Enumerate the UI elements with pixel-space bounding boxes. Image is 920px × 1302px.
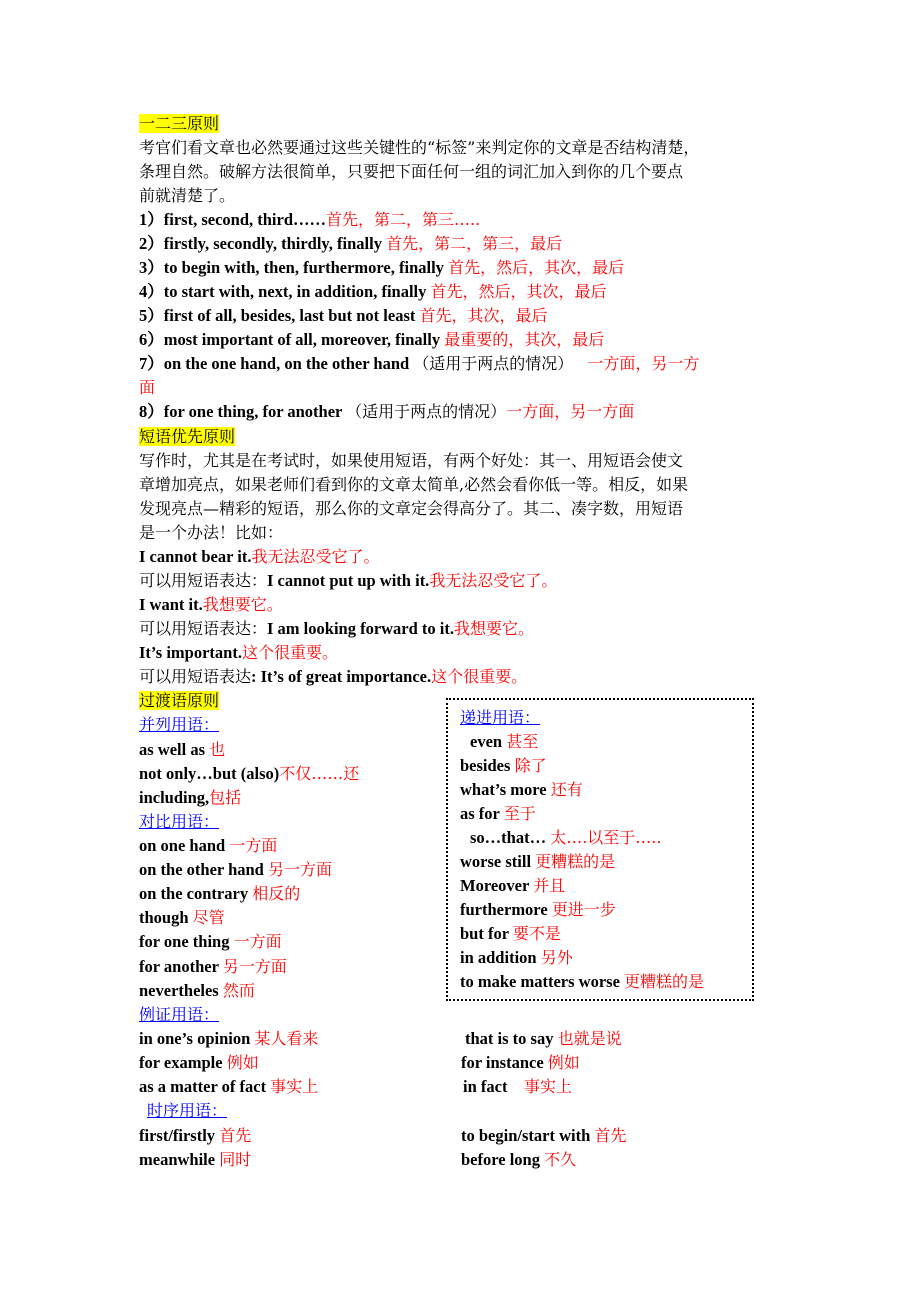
- parallel-title: 并列用语：: [139, 715, 220, 734]
- intro-line: 发现亮点—精彩的短语，那么你的文章定会得高分了。其二、凑字数，用短语: [139, 499, 684, 518]
- term-row: in addition 另外: [460, 948, 573, 967]
- list-item: 7）on the one hand, on the other hand （适用于两点的情况） 一方面，另一方: [139, 354, 700, 373]
- term-row: as well as 也: [139, 740, 226, 759]
- example-line: 可以用短语表达：I am looking forward to it.我想要它。: [139, 619, 535, 638]
- intro-line: 条理自然。破解方法很简单，只要把下面任何一组的词汇加入到你的几个要点: [139, 162, 684, 181]
- list-item: 6）most important of all, moreover, finally 最重要的，其次，最后: [139, 330, 605, 349]
- intro-line: 前就清楚了。: [139, 186, 236, 205]
- term-row: nevertheles 然而: [139, 981, 255, 1000]
- term-row: as a matter of fact 事实上: [139, 1077, 319, 1096]
- example-line: I cannot bear it.我无法忍受它了。: [139, 547, 380, 566]
- term-row: in fact 事实上: [463, 1077, 572, 1096]
- term-row: besides 除了: [460, 756, 547, 775]
- term-row: first/firstly 首先: [139, 1126, 252, 1145]
- intro-line: 章增加亮点，如果老师们看到你的文章太简单,必然会看你低一等。相反，如果: [139, 475, 689, 494]
- sequence-title: 时序用语：: [147, 1101, 228, 1120]
- term-row: worse still 更糟糕的是: [460, 852, 616, 871]
- list-item: 3）to begin with, then, furthermore, finally 首先，然后，其次，最后: [139, 258, 625, 277]
- term-row: but for 要不是: [460, 924, 561, 943]
- term-row: not only…but (also)不仅……还: [139, 764, 360, 783]
- list-item: 5）first of all, besides, last but not least 首先，其次，最后: [139, 306, 548, 325]
- list-item: 1）first, second, third……首先，第二，第三…..: [139, 210, 481, 229]
- term-row: as for 至于: [460, 804, 536, 823]
- term-row: furthermore 更进一步: [460, 900, 616, 919]
- term-row: on one hand 一方面: [139, 836, 278, 855]
- heading-123-principle: 一二三原则: [139, 114, 220, 133]
- term-row: for one thing 一方面: [139, 932, 282, 951]
- intro-line: 写作时，尤其是在考试时，如果使用短语，有两个好处：其一、用短语会使文: [139, 451, 684, 470]
- term-row: for instance 例如: [461, 1053, 580, 1072]
- contrast-title: 对比用语：: [139, 812, 220, 831]
- term-row: to begin/start with 首先: [461, 1126, 627, 1145]
- term-row: on the other hand 另一方面: [139, 860, 332, 879]
- term-row: to make matters worse 更糟糕的是: [460, 972, 705, 991]
- intro-line: 是一个办法！比如：: [139, 523, 284, 542]
- list-item: 2）firstly, secondly, thirdly, finally 首先，第二，第三，最后: [139, 234, 563, 253]
- term-row: what’s more 还有: [460, 780, 583, 799]
- term-row: for example 例如: [139, 1053, 259, 1072]
- term-row: Moreover 并且: [460, 876, 566, 895]
- term-row: so…that… 太….以至于…..: [470, 828, 662, 847]
- list-item: 8）for one thing, for another （适用于两点的情况）一方面，另一方面: [139, 402, 635, 421]
- term-row: before long 不久: [461, 1150, 577, 1169]
- term-row: including,包括: [139, 788, 242, 807]
- term-row: though 尽管: [139, 908, 225, 927]
- term-row: for another 另一方面: [139, 957, 287, 976]
- term-row: in one’s opinion 某人看来: [139, 1029, 319, 1048]
- heading-transition: 过渡语原则: [139, 691, 220, 710]
- example-line: I want it.我想要它。: [139, 595, 283, 614]
- list-item: 4）to start with, next, in addition, finally 首先，然后，其次，最后: [139, 282, 607, 301]
- term-row: meanwhile 同时: [139, 1150, 252, 1169]
- term-row: that is to say 也就是说: [465, 1029, 622, 1048]
- progressive-title: 递进用语：: [460, 708, 541, 727]
- example-line: It’s important.这个很重要。: [139, 643, 338, 662]
- list-item-continuation: 面: [139, 378, 156, 397]
- example-title: 例证用语：: [139, 1005, 220, 1024]
- example-line: 可以用短语表达: It’s of great importance.这个很重要。: [139, 667, 528, 686]
- term-row: on the contrary 相反的: [139, 884, 301, 903]
- intro-line: 考官们看文章也必然要通过这些关键性的“标签”来判定你的文章是否结构清楚，: [139, 138, 700, 157]
- example-line: 可以用短语表达：I cannot put up with it.我无法忍受它了。: [139, 571, 558, 590]
- heading-phrase-priority: 短语优先原则: [139, 427, 236, 446]
- term-row: even 甚至: [470, 732, 539, 751]
